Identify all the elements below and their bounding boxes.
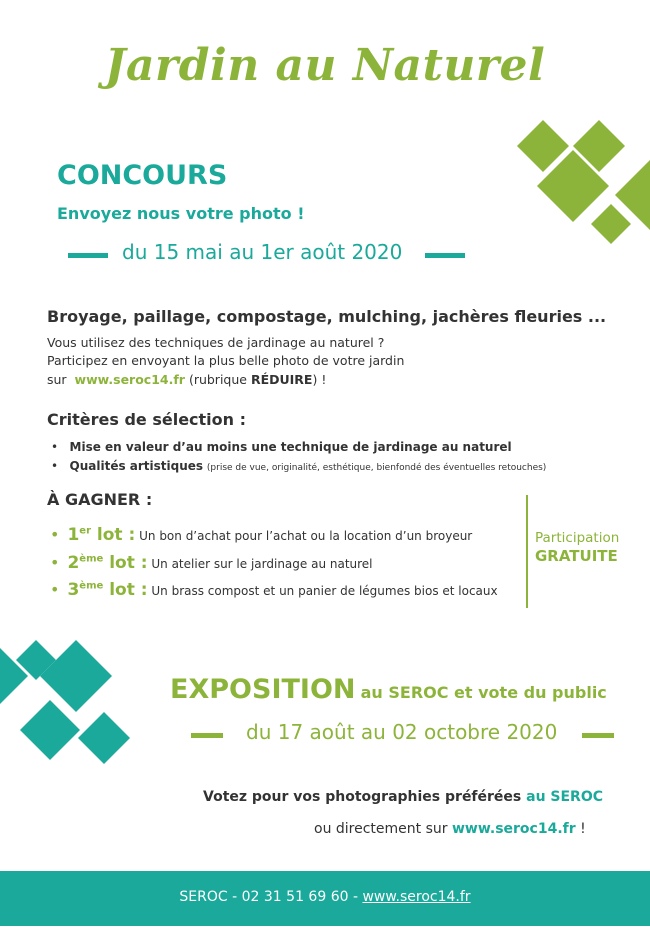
diamond-decoration-top: [515, 118, 650, 248]
seroc-link-2[interactable]: www.seroc14.fr: [451, 821, 576, 837]
bullet-icon: •: [51, 459, 59, 473]
prize-text: Un brass compost et un panier de légumes bios et locaux: [151, 584, 498, 598]
intro-line-2: Participez en envoyant la plus belle photo de votre jardin: [47, 353, 405, 368]
prize-item: [50, 580, 498, 600]
vote-text-2: ou directement sur: [314, 821, 448, 837]
prizes-heading: À GAGNER :: [47, 490, 153, 509]
intro-line-3-suffix: ) !: [312, 372, 327, 387]
criteria-heading: Critères de sélection :: [47, 410, 247, 429]
prize-item: [50, 553, 373, 573]
criteria-item: [51, 440, 512, 454]
diamond-shape: [591, 204, 631, 244]
exposition-heading: [170, 674, 607, 705]
exposition-title: EXPOSITION: [170, 674, 356, 705]
prize-rank: 1er lot :: [67, 525, 136, 545]
dash-right-2: [582, 733, 614, 738]
vote-line-1: [203, 789, 603, 805]
intro-line-3-mid: (rubrique: [188, 372, 247, 387]
seroc-link[interactable]: www.seroc14.fr: [74, 372, 185, 387]
prize-rank: 2ème lot :: [67, 553, 148, 573]
exposition-dates: du 17 août au 02 octobre 2020: [246, 720, 558, 744]
prize-item: [50, 525, 472, 545]
bullet-icon: •: [50, 525, 60, 544]
vote-accent: au SEROC: [526, 789, 604, 805]
bullet-icon: •: [50, 580, 60, 599]
intro-line-3-bold: RÉDUIRE: [250, 372, 313, 387]
vote-line-2: [314, 821, 586, 837]
criteria-item-text: Qualités artistiques: [69, 459, 204, 473]
prize-text: Un bon d’achat pour l’achat ou la location d’un broyeur: [139, 529, 473, 543]
diamond-shape: [78, 712, 130, 764]
exposition-subtitle: au SEROC et vote du public: [360, 683, 607, 702]
intro-line-3: [47, 372, 326, 387]
prize-text: Un atelier sur le jardinage au naturel: [151, 557, 373, 571]
footer-contact: [0, 889, 650, 905]
vote-suffix: !: [580, 821, 586, 837]
footer-link[interactable]: www.seroc14.fr: [362, 889, 471, 905]
divider-line: [526, 495, 528, 608]
criteria-item-text: Mise en valeur d’au moins une technique de jardinage au naturel: [69, 440, 512, 454]
concours-heading: CONCOURS: [57, 160, 228, 191]
techniques-heading: Broyage, paillage, compostage, mulching, jachères fleuries ...: [47, 307, 607, 326]
diamond-shape: [20, 700, 80, 760]
diamond-decoration-left: [0, 638, 135, 768]
dash-left-2: [191, 733, 223, 738]
bullet-icon: •: [50, 553, 60, 572]
criteria-item: [51, 459, 546, 473]
dash-left: [68, 253, 108, 258]
concours-dates: du 15 mai au 1er août 2020: [122, 240, 403, 264]
concours-subtitle: Envoyez nous votre photo !: [57, 204, 305, 223]
intro-line-1: Vous utilisez des techniques de jardinage au naturel ?: [47, 335, 385, 350]
participation-label: Participation: [535, 530, 620, 546]
prize-rank: 3ème lot :: [67, 580, 148, 600]
page-title: Jardin au Naturel: [104, 40, 546, 91]
dash-right: [425, 253, 465, 258]
bullet-icon: •: [51, 440, 59, 454]
intro-line-3-prefix: sur: [47, 372, 67, 387]
vote-text: Votez pour vos photographies préférées: [203, 789, 522, 805]
participation-free: GRATUITE: [535, 547, 618, 565]
criteria-item-note: (prise de vue, originalité, esthétique, bienfondé des éventuelles retouches): [206, 463, 547, 473]
footer-phone: SEROC - 02 31 51 69 60 -: [179, 889, 359, 905]
